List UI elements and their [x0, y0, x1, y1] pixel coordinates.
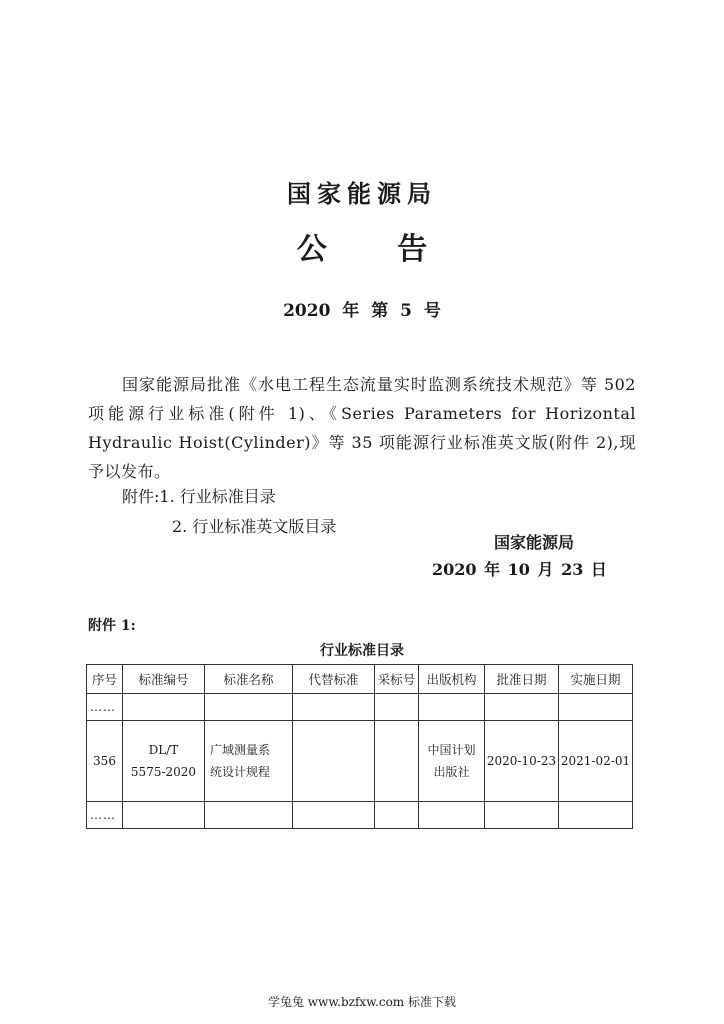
col-header: 代替标准	[293, 665, 375, 694]
issue-number: 2020 年 第 5 号	[283, 301, 441, 321]
standard-code: DL/T 5575-2020	[123, 721, 205, 802]
attachment-item-1	[122, 482, 336, 512]
col-header: 批准日期	[485, 665, 559, 694]
ellipsis-cell: ……	[87, 694, 123, 721]
ellipsis-cell: ……	[87, 802, 123, 829]
table-row	[87, 802, 633, 829]
table-row	[87, 721, 633, 802]
replaced-standard	[293, 721, 375, 802]
approval-date: 2020-10-23	[485, 721, 559, 802]
col-header: 标准编号	[123, 665, 205, 694]
annex-label: 附件 1:	[88, 618, 136, 634]
row-number: 356	[87, 721, 123, 802]
col-header: 标准名称	[205, 665, 293, 694]
notice-title: 公 告	[296, 232, 458, 267]
signature-date: 2020 年 10 月 23 日	[432, 560, 607, 579]
attachment-1-label: 1. 行业标准目录	[159, 487, 276, 506]
attachment-2-label: 2. 行业标准英文版目录	[172, 517, 337, 536]
announcement-paragraph: 国家能源局批准《水电工程生态流量实时监测系统技术规范》等 502 项能源行业标准(附件 1)、《Series Parameters for Horizontal Hydraulic Hoist(Cylinder)》等 35 项能源行业标准英文版(附件 2),现予以发布。	[88, 375, 636, 481]
standard-name: 广域测量系 统设计规程	[205, 721, 293, 802]
attachments-prefix: 附件:	[122, 487, 160, 506]
agency-title: 国家能源局	[287, 180, 437, 208]
col-header: 采标号	[375, 665, 419, 694]
col-header: 出版机构	[419, 665, 485, 694]
col-header: 序号	[87, 665, 123, 694]
effective-date: 2021-02-01	[559, 721, 633, 802]
adopted-standard	[375, 721, 419, 802]
col-header: 实施日期	[559, 665, 633, 694]
table-header-row	[87, 665, 633, 694]
signature-org: 国家能源局	[494, 533, 575, 552]
publisher: 中国计划 出版社	[419, 721, 485, 802]
footer-watermark: 学兔兔 www.bzfxw.com 标准下载	[267, 995, 457, 1009]
attachment-list	[122, 482, 336, 542]
table-row	[87, 694, 633, 721]
attachment-item-2	[122, 512, 336, 542]
table-title: 行业标准目录	[320, 643, 404, 659]
standards-table	[86, 664, 633, 829]
